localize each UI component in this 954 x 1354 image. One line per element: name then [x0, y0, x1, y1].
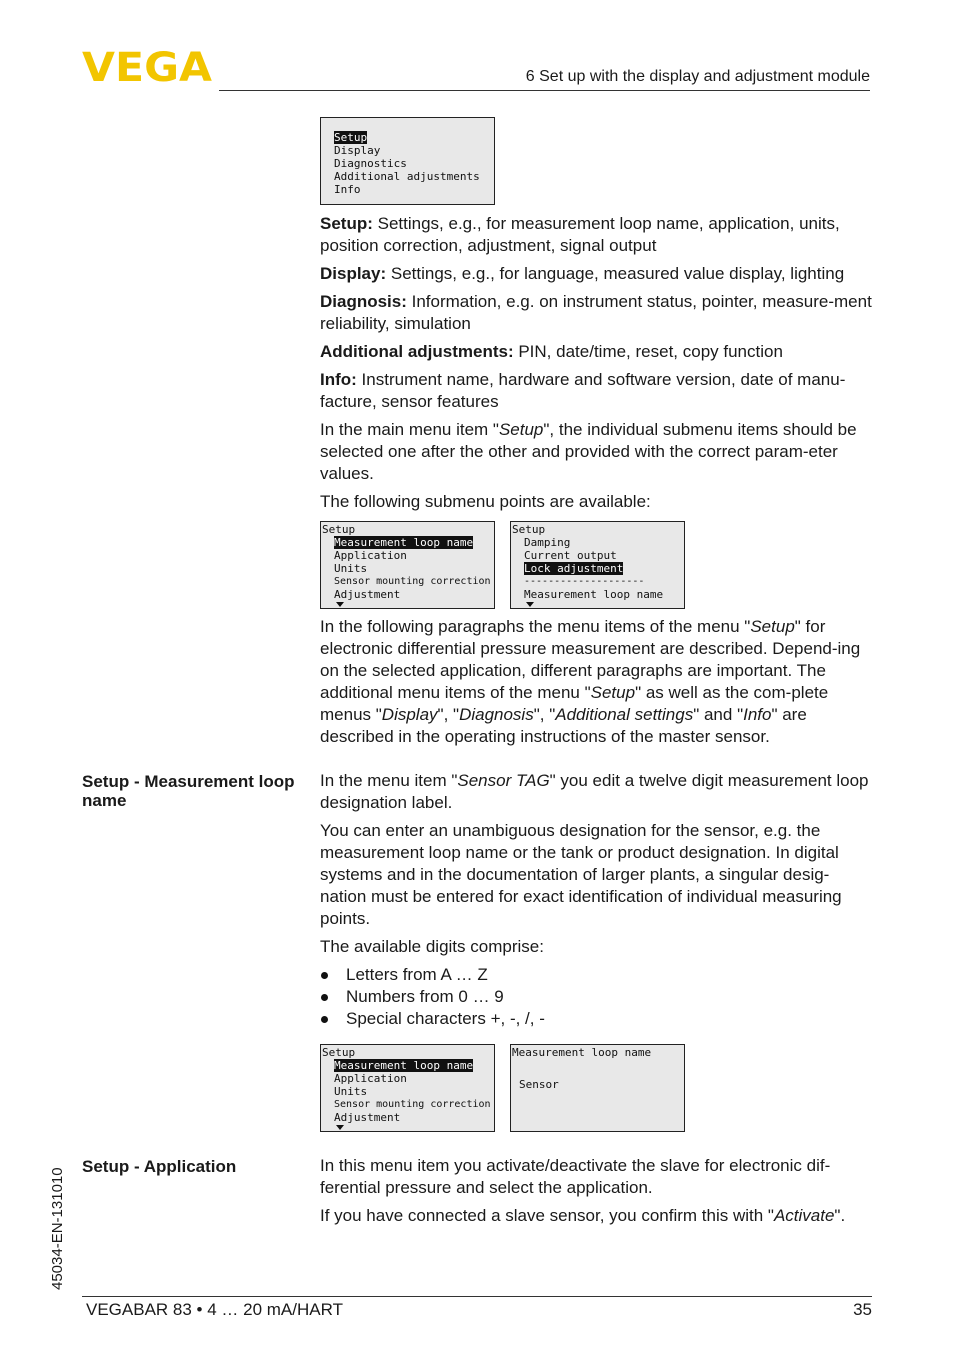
lcd-separator: --------------------	[524, 576, 645, 587]
section-title: 6 Set up with the display and adjustment module	[525, 68, 870, 85]
lcd-line: Damping	[524, 536, 571, 549]
lcd-line: Application	[334, 1072, 407, 1085]
para-sensor-tag: In the menu item "Sensor TAG" you edit a twelve digit measurement loop designation label.	[320, 771, 869, 812]
desc-diagnosis: Diagnosis: Information, e.g. on instrument status, pointer, measure-ment reliability, simulation	[320, 292, 872, 333]
lcd-line: Sensor mounting correction	[334, 1099, 491, 1110]
lcd-line-selected: Measurement loop name	[334, 536, 474, 549]
lcd-line: Application	[334, 549, 407, 562]
lcd-line: Measurement loop name	[524, 588, 664, 601]
para-application: In this menu item you activate/deactivate the slave for electronic dif-ferential pressure and select the application.	[320, 1156, 831, 1197]
section-app-body	[320, 1155, 875, 1227]
scroll-down-arrow-icon	[336, 602, 344, 607]
menu-descriptions	[320, 213, 875, 513]
para-designation: You can enter an unambiguous designation for the sensor, e.g. the measurement loop name or the tank or product designation. In digital systems and in the documentation of larger plants, a singular desig-nation must be entered for exact identification of individual measuring points.	[320, 821, 842, 928]
lcd-setup-submenu-1	[320, 521, 495, 609]
lcd-line: Sensor mounting correction	[334, 576, 491, 587]
desc-setup: Setup: Settings, e.g., for measurement loop name, application, units, position correction, adjustment, signal output	[320, 214, 840, 255]
lcd-line-selected: Measurement loop name	[334, 1059, 474, 1072]
vega-logo	[82, 51, 212, 83]
heading-application: Setup - Application	[82, 1157, 237, 1176]
lcd-line: Units	[334, 1085, 368, 1098]
para-submenu: The following submenu points are available:	[320, 492, 651, 511]
list-item: Letters from A … Z	[320, 964, 545, 986]
lcd-line: Diagnostics	[334, 157, 407, 170]
desc-display: Display: Settings, e.g., for language, measured value display, lighting	[320, 264, 845, 283]
lcd-line: Units	[334, 562, 368, 575]
lcd-value: Sensor	[519, 1078, 559, 1091]
lcd-line: Adjustment	[334, 1111, 401, 1124]
lcd-title: Setup	[322, 1046, 356, 1059]
lcd-loop-name-edit	[510, 1044, 685, 1132]
lcd-setup-submenu-3	[320, 1044, 495, 1132]
list-item: Numbers from 0 … 9	[320, 986, 545, 1008]
lcd-title: Measurement loop name	[512, 1046, 652, 1059]
lcd-line: Info	[334, 183, 361, 196]
page-number: 35	[853, 1300, 872, 1319]
footer-divider	[82, 1296, 872, 1297]
list-item: Special characters +, -, /, -	[320, 1008, 545, 1030]
digit-list	[320, 964, 545, 1030]
heading-measurement-loop-name: Setup - Measurement loop name	[82, 772, 295, 810]
lcd-title: Setup	[512, 523, 546, 536]
lcd-setup-submenu-2	[510, 521, 685, 609]
header-divider	[219, 90, 870, 91]
scroll-down-arrow-icon	[336, 1125, 344, 1130]
lcd-line-selected: Setup	[334, 131, 368, 144]
scroll-down-arrow-icon	[526, 602, 534, 607]
para-following: In the following paragraphs the menu items of the menu "Setup" for electronic differential pressure measurement are described. Depend-ing on the selected application, different paragraphs are important. The additional menu items of the menu "Setup" as well as the com-plete menus "Display", "Diagnosis", "Additional settings" and "Info" are described in the operating instructions of the master sensor.	[320, 617, 861, 746]
lcd-main-menu	[320, 117, 495, 205]
lcd-line: Display	[334, 144, 381, 157]
lcd-line: Additional adjustments	[334, 170, 480, 183]
footer-product: VEGABAR 83 • 4 … 20 mA/HART	[86, 1300, 343, 1319]
lcd-line-selected: Lock adjustment	[524, 562, 624, 575]
lcd-title: Setup	[322, 523, 356, 536]
para-main-menu: In the main menu item "Setup", the individual submenu items should be selected one after the other and provided with the correct param-eter values.	[320, 420, 857, 483]
svg-text:VEGA: VEGA	[82, 51, 212, 83]
section-loop-body	[320, 770, 875, 958]
document-number: 45034-EN-131010	[49, 1167, 66, 1290]
lcd-line: Current output	[524, 549, 617, 562]
para-activate: If you have connected a slave sensor, you confirm this with "Activate".	[320, 1206, 846, 1225]
desc-additional: Additional adjustments: PIN, date/time, reset, copy function	[320, 342, 783, 361]
lcd-line: Adjustment	[334, 588, 401, 601]
desc-info: Info: Instrument name, hardware and software version, date of manu-facture, sensor features	[320, 370, 846, 411]
para-available-digits: The available digits comprise:	[320, 937, 544, 956]
